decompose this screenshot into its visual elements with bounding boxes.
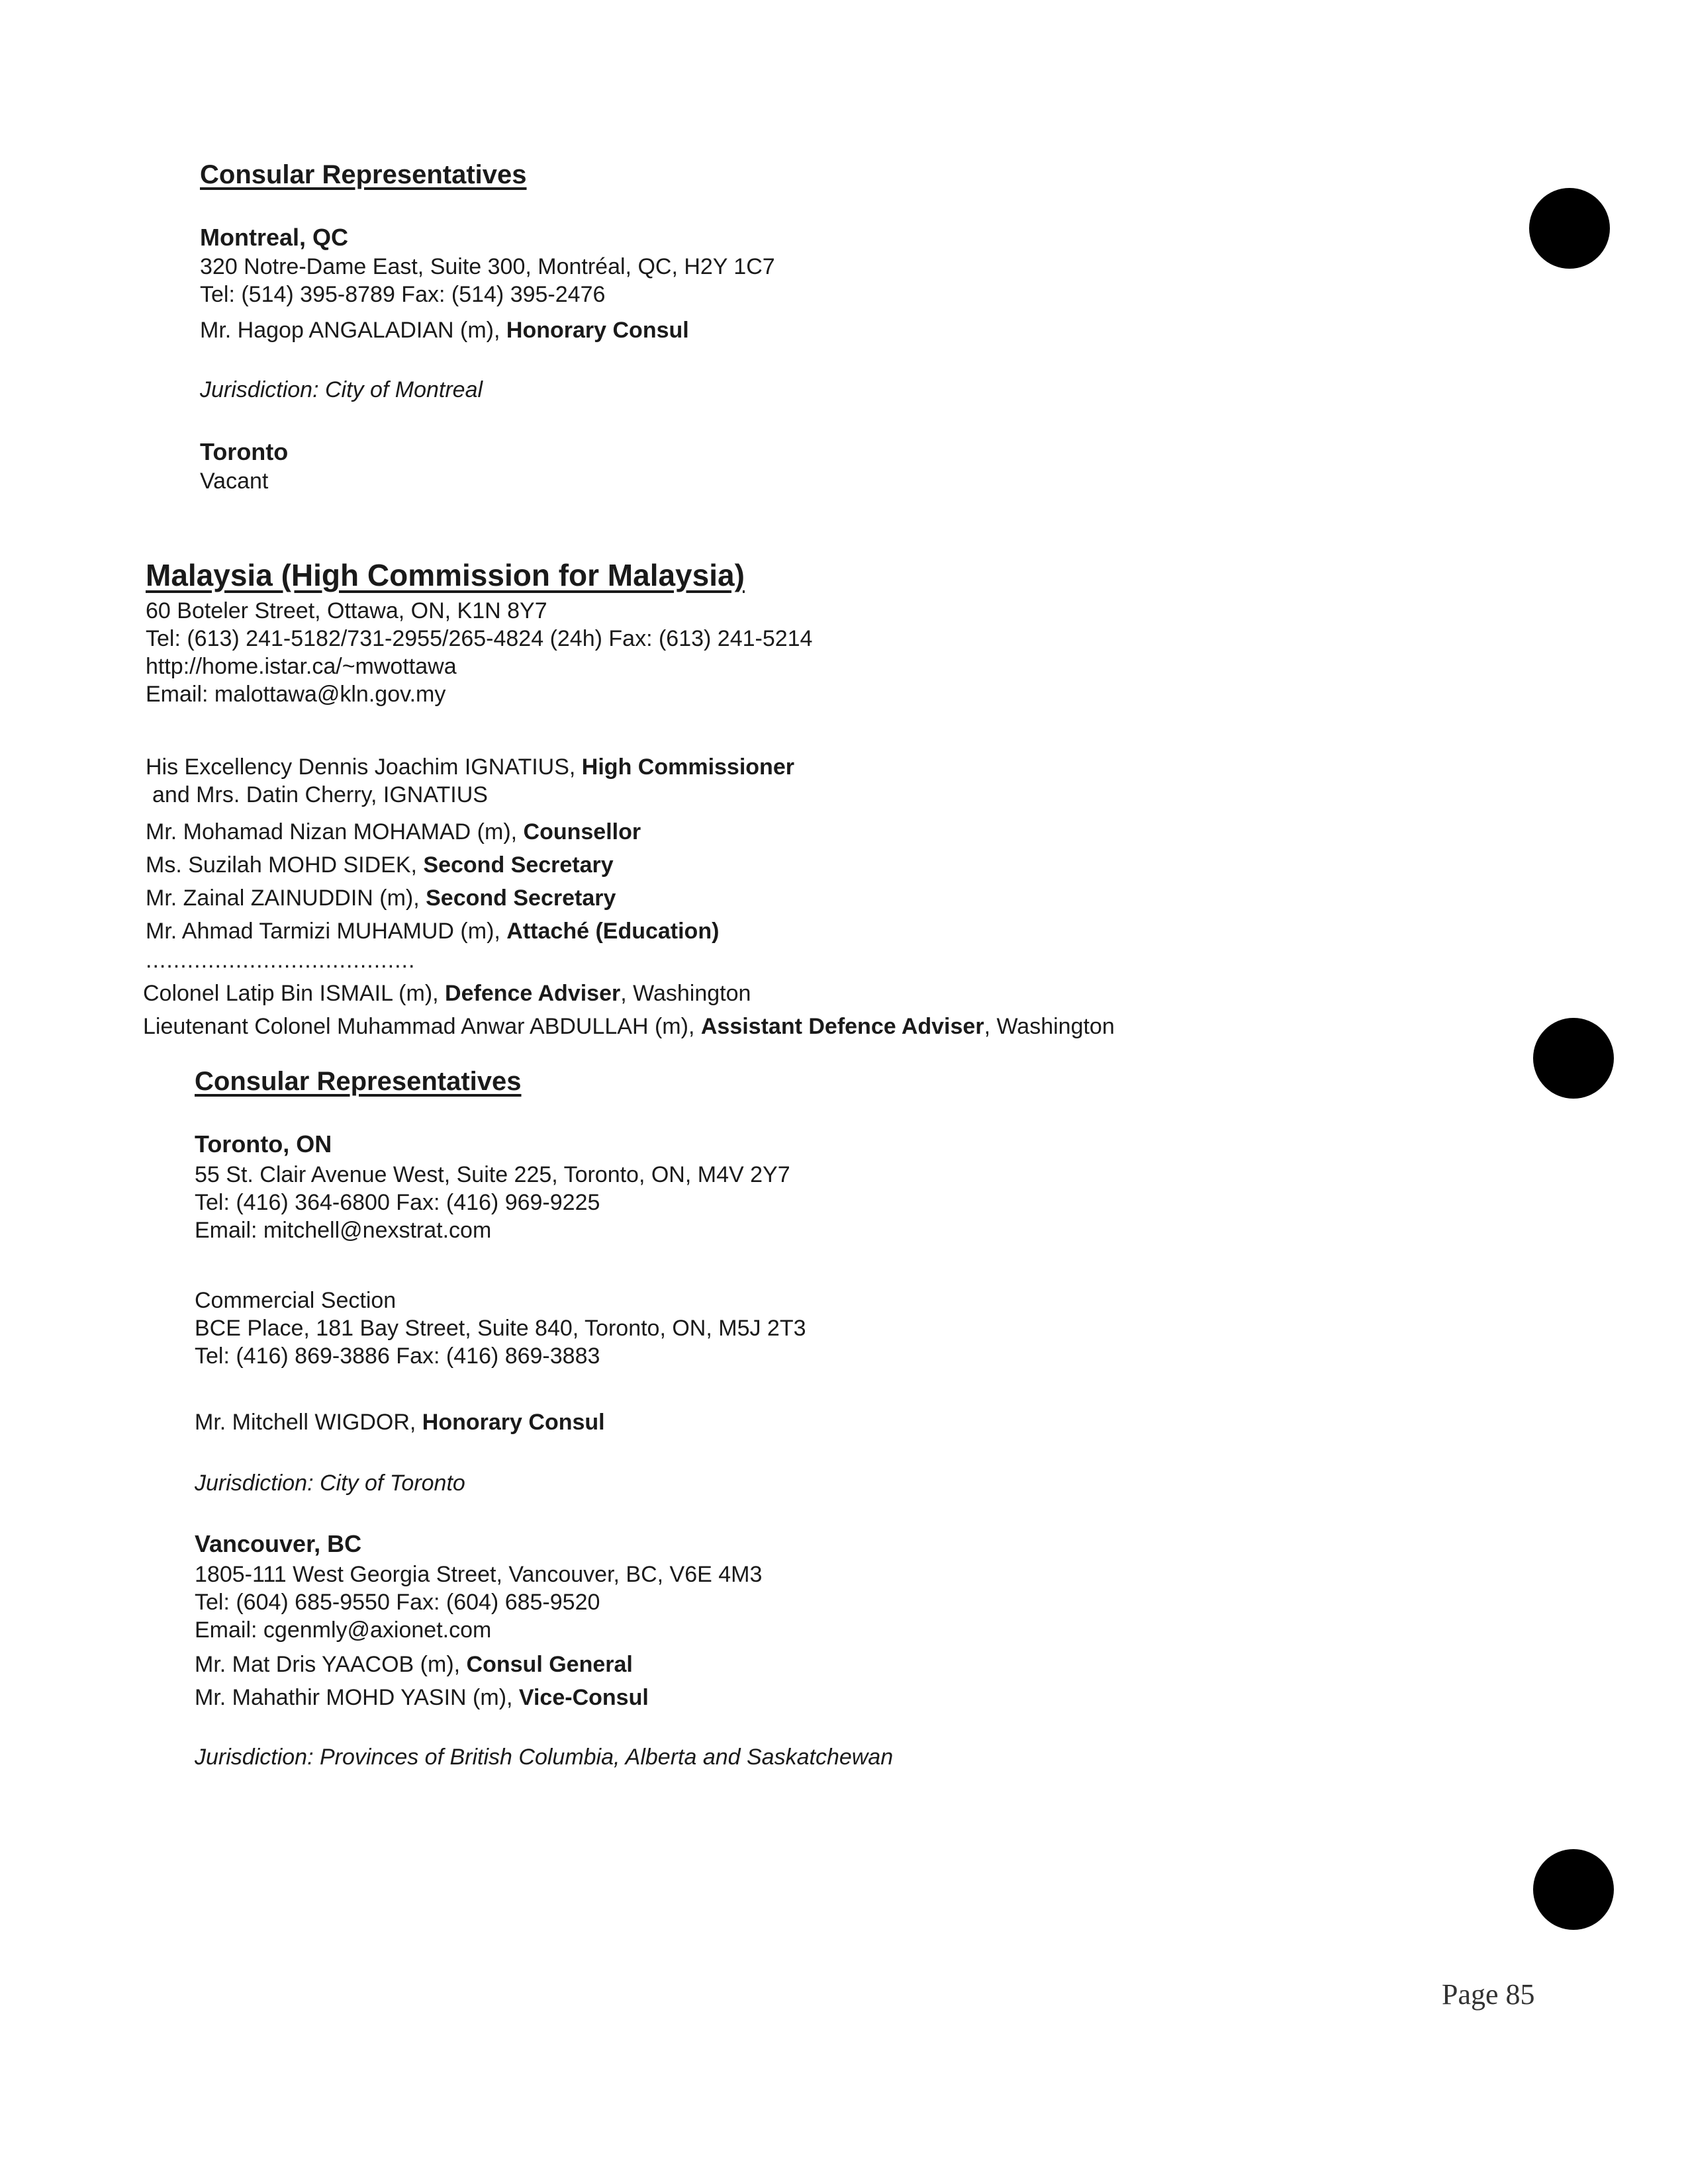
toronto-city-top: Toronto xyxy=(200,438,289,465)
staff-title: High Commissioner xyxy=(581,754,794,780)
staff-name: Mr. Mohamad Nizan MOHAMAD (m), xyxy=(146,819,524,844)
vancouver-staff xyxy=(195,1685,649,1711)
toronto-email: Email: mitchell@nexstrat.com xyxy=(195,1218,492,1243)
commercial-label: Commercial Section xyxy=(195,1288,397,1313)
staff-title: Vice-Consul xyxy=(518,1685,649,1710)
separator: ....................................... xyxy=(146,948,416,973)
staff-line xyxy=(146,819,641,845)
defence-line xyxy=(143,1014,1115,1040)
defence-name: Colonel Latip Bin ISMAIL (m), xyxy=(143,981,445,1006)
person-title: Honorary Consul xyxy=(506,318,689,343)
toronto-person xyxy=(195,1410,605,1435)
defence-suffix: , Washington xyxy=(620,981,751,1006)
toronto-city: Toronto, ON xyxy=(195,1130,332,1158)
montreal-jurisdiction: Jurisdiction: City of Montreal xyxy=(200,377,483,402)
staff-title: Second Secretary xyxy=(426,886,616,911)
country-heading: Malaysia (High Commission for Malaysia) xyxy=(146,558,745,592)
vancouver-phone: Tel: (604) 685-9550 Fax: (604) 685-9520 xyxy=(195,1590,600,1615)
staff-name: Mr. Ahmad Tarmizi MUHAMUD (m), xyxy=(146,919,507,944)
person-name: Mr. Hagop ANGALADIAN (m), xyxy=(200,318,506,343)
staff-name: and Mrs. Datin Cherry, IGNATIUS xyxy=(152,782,488,807)
defence-name: Lieutenant Colonel Muhammad Anwar ABDULLAH (m), xyxy=(143,1014,701,1039)
embassy-url: http://home.istar.ca/~mwottawa xyxy=(146,654,457,679)
montreal-phone: Tel: (514) 395-8789 Fax: (514) 395-2476 xyxy=(200,282,606,307)
hole-punch xyxy=(1533,1018,1614,1099)
embassy-email: Email: malottawa@kln.gov.my xyxy=(146,682,446,707)
defence-suffix: , Washington xyxy=(984,1014,1115,1039)
toronto-status: Vacant xyxy=(200,469,269,494)
defence-title: Assistant Defence Adviser xyxy=(700,1014,984,1039)
toronto-address: 55 St. Clair Avenue West, Suite 225, Toronto, ON, M4V 2Y7 xyxy=(195,1162,790,1187)
embassy-address: 60 Boteler Street, Ottawa, ON, K1N 8Y7 xyxy=(146,598,547,623)
montreal-person xyxy=(200,318,689,343)
hole-punch xyxy=(1529,188,1610,269)
defence-line xyxy=(143,981,751,1007)
toronto-jurisdiction: Jurisdiction: City of Toronto xyxy=(195,1471,465,1496)
staff-line xyxy=(146,852,614,878)
staff-name: Ms. Suzilah MOHD SIDEK, xyxy=(146,852,424,878)
vancouver-address: 1805-111 West Georgia Street, Vancouver, BC, V6E 4M3 xyxy=(195,1562,763,1587)
commercial-phone: Tel: (416) 869-3886 Fax: (416) 869-3883 xyxy=(195,1343,600,1369)
staff-title: Second Secretary xyxy=(423,852,614,878)
staff-line xyxy=(146,886,616,911)
montreal-address: 320 Notre-Dame East, Suite 300, Montréal, QC, H2Y 1C7 xyxy=(200,254,775,279)
staff-name: Mr. Zainal ZAINUDDIN (m), xyxy=(146,886,426,911)
hole-punch xyxy=(1533,1849,1614,1930)
staff-title: Counsellor xyxy=(523,819,641,844)
person-title: Honorary Consul xyxy=(422,1410,605,1435)
staff-name: His Excellency Dennis Joachim IGNATIUS, xyxy=(146,754,582,780)
staff-name: Mr. Mahathir MOHD YASIN (m), xyxy=(195,1685,519,1710)
page-number: Page 85 xyxy=(1442,1978,1535,2011)
staff-line xyxy=(146,754,794,780)
vancouver-email: Email: cgenmly@axionet.com xyxy=(195,1617,492,1643)
toronto-phone: Tel: (416) 364-6800 Fax: (416) 969-9225 xyxy=(195,1190,600,1215)
vancouver-city: Vancouver, BC xyxy=(195,1530,362,1557)
staff-title: Attaché (Education) xyxy=(506,919,720,944)
vancouver-staff xyxy=(195,1652,633,1678)
consular-heading-top: Consular Representatives xyxy=(200,160,527,189)
vancouver-jurisdiction: Jurisdiction: Provinces of British Columbia, Alberta and Saskatchewan xyxy=(195,1745,894,1770)
consular-heading: Consular Representatives xyxy=(195,1067,522,1096)
staff-title: Consul General xyxy=(466,1652,633,1677)
embassy-phone: Tel: (613) 241-5182/731-2955/265-4824 (24h) Fax: (613) 241-5214 xyxy=(146,626,813,651)
montreal-city: Montreal, QC xyxy=(200,224,349,251)
staff-line xyxy=(152,782,488,808)
person-name: Mr. Mitchell WIGDOR, xyxy=(195,1410,422,1435)
staff-name: Mr. Mat Dris YAACOB (m), xyxy=(195,1652,467,1677)
staff-line xyxy=(146,919,719,944)
commercial-address: BCE Place, 181 Bay Street, Suite 840, Toronto, ON, M5J 2T3 xyxy=(195,1316,806,1341)
defence-title: Defence Adviser xyxy=(445,981,621,1006)
